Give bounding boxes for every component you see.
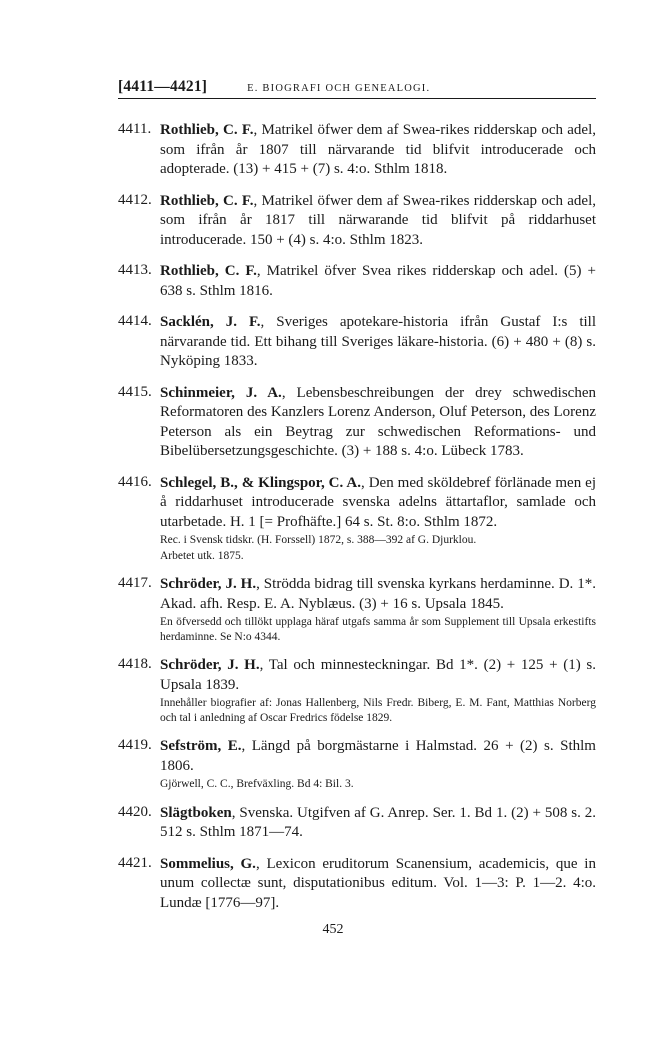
entry-body bbox=[160, 384, 596, 462]
entry-author: Sacklén, J. F. bbox=[160, 314, 261, 330]
entry-author: Schlegel, B., & Klingspor, C. A. bbox=[160, 474, 361, 491]
entry-text: , Tal och minnesteckningar. Bd 1*. (2) + 125 + (1) s. Upsala 1839. bbox=[160, 657, 597, 693]
bibliography-entry bbox=[118, 575, 596, 644]
entry-number: 4413. bbox=[118, 262, 152, 278]
entry-note: Gjörwell, C. C., Brefväxling. Bd 4: Bil. 3. bbox=[160, 778, 354, 790]
entry-number: 4420. bbox=[118, 803, 152, 820]
bibliography-entry bbox=[118, 192, 596, 251]
entry-author: Schröder, J. H. bbox=[160, 657, 260, 673]
entry-body bbox=[160, 855, 596, 914]
entry-text: , Strödda bidrag till svenska kyrkans herdaminne. D. 1*. Akad. afh. Resp. E. A. Nyblæus. (3) + 16 s. Upsala 1845. bbox=[160, 576, 596, 612]
entry-author: Schröder, J. H. bbox=[160, 576, 257, 592]
entry-text: , Sveriges apotekare-historia ifrån Gustaf I:s till närvarande tid. Ett bihang till Sveriges läkare-historia. (6) + 480 + (8) s. Nyköping 1833. bbox=[160, 314, 597, 369]
bibliography-entry bbox=[118, 737, 596, 792]
entry-text: , Längd på borgmästarne i Halmstad. 26 + (2) s. Sthlm 1806. bbox=[160, 738, 596, 774]
entry-text: , Lexicon eruditorum Scanensium, academicis, que in unum collectæ sunt, disputationibus editum. Vol. 1—3: P. 1—2. 4:o. Lundæ [1776—97]. bbox=[160, 855, 596, 911]
entry-text: , Matrikel öfwer dem af Swea-rikes ridderskap och adel, som ifrån år 1807 till närvarande tid blifvit introducerade och adopterade. (13) + 415 + (7) s. 4:o. Sthlm 1818. bbox=[160, 122, 597, 177]
entry-number: 4419. bbox=[118, 737, 152, 753]
entry-author: Sommelius, G. bbox=[160, 855, 256, 872]
entry-text: , Svenska. Utgifven af G. Anrep. Ser. 1. Bd 1. (2) + 508 s. 2. 512 s. Sthlm 1871—74. bbox=[160, 804, 596, 840]
entry-body bbox=[160, 192, 596, 251]
entry-author: Rothlieb, C. F. bbox=[160, 192, 254, 209]
entry-body bbox=[160, 575, 596, 614]
entry-note: En öfversedd och tillökt upplaga häraf utgafs samma år som Supplement till Upsala erkestifts herdaminne. Se N:o 4344. bbox=[160, 616, 596, 643]
entry-number: 4417. bbox=[118, 575, 152, 591]
entry-note: Innehåller biografier af: Jonas Hallenberg, Nils Fredr. Biberg, E. M. Fant, Matthias Norberg och tal i anledning af Oscar Fredrics födelse 1829. bbox=[160, 697, 596, 724]
bibliography-entry bbox=[118, 121, 596, 180]
entry-body bbox=[160, 804, 596, 843]
entry-text: , Den med sköldebref förlänade men ej å riddarhuset introducerade svenska adelns ättartaflor, samlade och utarbetade. H. 1 [= Profhäfte.] 64 s. St. 8:o. Sthlm 1872. bbox=[160, 474, 596, 530]
document-page bbox=[118, 78, 596, 925]
entry-text: , Lebensbeschreibungen der drey schwedischen Reformatoren des Kanzlers Lorenz Anderson, Oluf Peterson, des Lorenz Peterson als ein Beytrag zur schwedischen Reformations- und Bibelübersetzungsgeschichte. (3) + 188 s. 4:o. Lübeck 1783. bbox=[160, 384, 596, 459]
entry-number: 4418. bbox=[118, 656, 152, 672]
entry-note: Arbetet utk. 1875. bbox=[160, 549, 244, 562]
entry-author: Rothlieb, C. F. bbox=[160, 122, 254, 138]
entry-body bbox=[160, 474, 596, 533]
entry-number: 4412. bbox=[118, 191, 152, 208]
entry-note: Rec. i Svensk tidskr. (H. Forssell) 1872, s. 388—392 af G. Djurklou. bbox=[160, 534, 477, 546]
section-title: E. BIOGRAFI OCH GENEALOGI. bbox=[247, 83, 431, 94]
entry-number: 4414. bbox=[118, 313, 152, 329]
bibliography-entry bbox=[118, 804, 596, 843]
entry-author: Sefström, E. bbox=[160, 738, 242, 754]
entry-body bbox=[160, 737, 596, 776]
entry-body bbox=[160, 313, 596, 372]
bibliography-entry bbox=[118, 384, 596, 462]
running-header bbox=[118, 78, 596, 99]
bibliography-list bbox=[118, 121, 596, 913]
bibliography-entry bbox=[118, 262, 596, 301]
entry-body bbox=[160, 121, 596, 180]
bibliography-entry bbox=[118, 656, 596, 725]
entry-author: Slägtboken bbox=[160, 804, 232, 821]
entry-range: [4411—4421] bbox=[118, 78, 208, 95]
page-number: 452 bbox=[322, 922, 344, 937]
entry-number: 4416. bbox=[118, 473, 152, 490]
entry-body bbox=[160, 656, 596, 695]
entry-author: Schinmeier, J. A. bbox=[160, 384, 282, 401]
entry-text: , Matrikel öfver Svea rikes ridderskap och adel. (5) + 638 s. Sthlm 1816. bbox=[160, 263, 597, 299]
bibliography-entry bbox=[118, 313, 596, 372]
entry-number: 4415. bbox=[118, 383, 152, 400]
bibliography-entry bbox=[118, 474, 596, 564]
entry-text: , Matrikel öfwer dem af Swea-rikes ridderskap och adel, som ifrån år 1817 till närwarande tid blifvit på riddarhuset introducerade. 150 + (4) s. 4:o. Sthlm 1823. bbox=[160, 192, 597, 248]
entry-author: Rothlieb, C. F. bbox=[160, 263, 257, 279]
entry-number: 4421. bbox=[118, 854, 152, 871]
bibliography-entry bbox=[118, 855, 596, 914]
entry-number: 4411. bbox=[118, 121, 152, 137]
entry-body bbox=[160, 262, 596, 301]
